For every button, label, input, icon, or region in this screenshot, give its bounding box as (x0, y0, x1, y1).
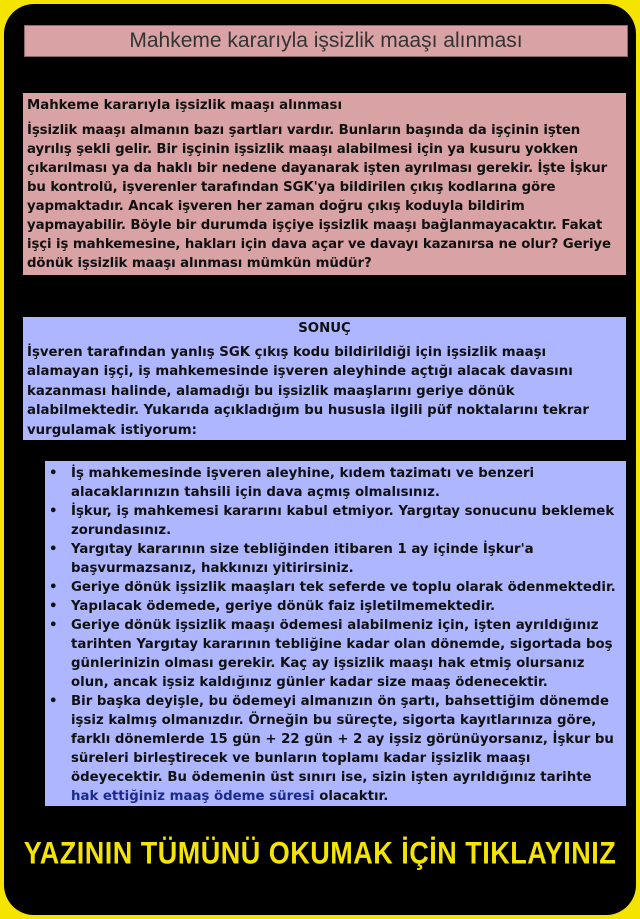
list-item: • Geriye dönük işsizlik maaşı ödemesi alabilmeniz için, işten ayrıldığınız tarihten Yargıtay kararının tebliğine kadar olan dönemde, sigortada boş günlerinizin olması gerekir. Kaç ay işsizlik maaşı hak etmiş olursanız olun, ancak işsiz kaldığınız günler kadar size maaş ödenecektir. (49, 616, 622, 692)
page-frame (4, 4, 636, 915)
list-item-text: Bir başka deyişle, bu ödemeyi almanızın ön şartı, bahsettiğim dönemde işsiz kalmış olmanızdır. Örneğin bu süreçte, sigorta kayıtlarınıza göre, farklı dönemlerde 15 gün + 22 gün + 2 ay işsiz görünüyorsanız, İşkur bu süreleri birleştirecek ve bunların toplamı kadar işsizlik maaşı ödeyecektir. Bu ödemenin üst sınırı ise, sizin işten ayrıldığınız tarihte (71, 694, 614, 785)
list-item: • Yargıtay kararının size tebliğinden itibaren 1 ay içinde İşkur'a başvurmazsanız, hakkınızı yitirirsiniz. (49, 540, 622, 578)
list-item: • Yapılacak ödemede, geriye dönük faiz işletilmemektedir. (49, 597, 622, 616)
list-item: • İşkur, iş mahkemesi kararını kabul etmiyor. Yargıtay sonucunu beklemek zorundasınız. (49, 502, 622, 540)
list-item (49, 692, 622, 806)
key-points-list (49, 464, 622, 806)
list-item-text-end: olacaktır. (314, 789, 389, 804)
result-section (23, 317, 626, 440)
result-heading: SONUÇ (298, 321, 351, 336)
highlighted-phrase: hak ettiğiniz maaş ödeme süresi (71, 789, 315, 804)
list-item: • Geriye dönük işsizlik maaşları tek seferde ve toplu olarak ödenmektedir. (49, 578, 622, 597)
intro-section (23, 93, 626, 275)
intro-heading: Mahkeme kararıyla işsizlik maaşı alınması (27, 98, 342, 113)
read-more-link[interactable]: YAZININ TÜMÜNÜ OKUMAK İÇİN TIKLAYINIZ (23, 835, 617, 871)
page-title: Mahkeme kararıyla işsizlik maaşı alınması (24, 25, 628, 57)
key-points-section (45, 461, 626, 806)
result-body: İşveren tarafından yanlış SGK çıkış kodu bildirildiği için işsizlik maaşı alamayan işçi, iş mahkemesinde işveren aleyhinde açtığı alacak davasını kazanması halinde, alamadığı bu işsizlik maaşlarını geriye dönük alabilmektedir. Yukarıda açıkladığım bu hususla ilgili püf noktalarını tekrar vurgulamak istiyorum: (27, 344, 589, 438)
list-item: • İş mahkemesinde işveren aleyhine, kıdem tazimatı ve benzeri alacaklarınızın tahsili için dava açmış olmalısınız. (49, 464, 622, 502)
intro-body: İşsizlik maaşı almanın bazı şartları vardır. Bunların başında da işçinin işten ayrılış şekli gelir. Bir işçinin işsizlik maaşı alabilmesi için ya kusuru yokken çıkarılması ya da haklı bir nedene dayanarak işten ayrılması gerekir. İşte İşkur bu kontrolü, işverenler tarafından SGK'ya bildirilen çıkış kodlarına göre yapmaktadır. Ancak işveren her zaman doğru çıkış koduyla bildirim yapmayabilir. Böyle bir durumda işçiye işsizlik maaşı bağlanmayacaktır. Fakat işçi iş mahkemesine, hakları için dava açar ve davayı kazanırsa ne olur? Geriye dönük işsizlik maaşı alınması mümkün müdür? (27, 123, 611, 271)
